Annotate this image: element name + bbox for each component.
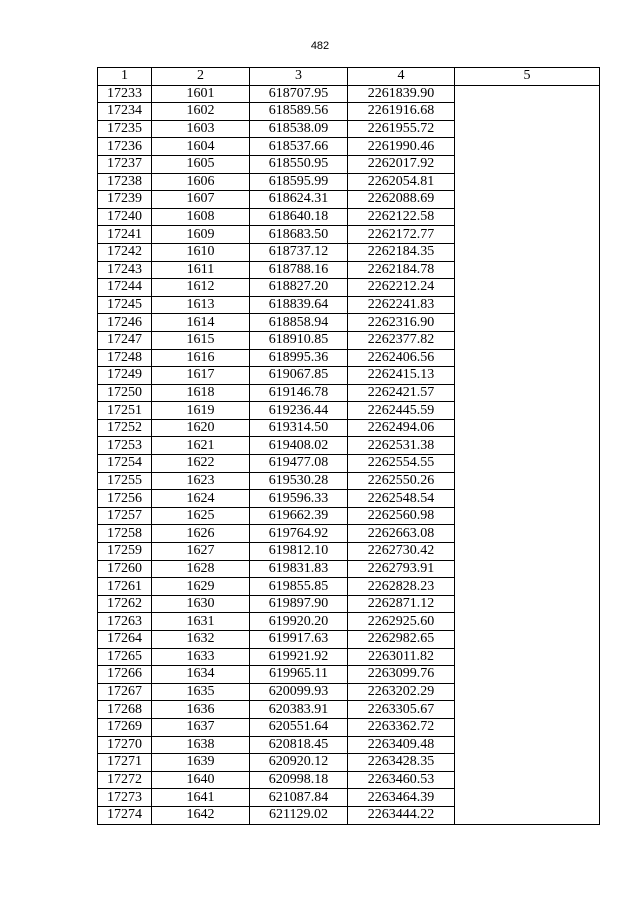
table-cell-col-2: 1616 (152, 349, 250, 367)
table-cell-col-2: 1626 (152, 525, 250, 543)
table-cell-col-3: 618640.18 (250, 208, 348, 226)
table-cell-col-4: 2261916.68 (348, 103, 455, 121)
table-cell-col-4: 2262828.23 (348, 578, 455, 596)
table-cell-col-3: 619921.92 (250, 648, 348, 666)
table-cell-col-4: 2262531.38 (348, 437, 455, 455)
table-cell-col-4: 2262088.69 (348, 191, 455, 209)
table-cell-col-3: 620383.91 (250, 701, 348, 719)
table-cell-col-1: 17257 (98, 507, 152, 525)
table-cell-col-3: 618827.20 (250, 279, 348, 297)
table-cell-col-3: 619662.39 (250, 507, 348, 525)
table-cell-col-3: 619596.33 (250, 490, 348, 508)
table-cell-col-2: 1640 (152, 771, 250, 789)
table-cell-col-4: 2262212.24 (348, 279, 455, 297)
table-cell-col-4: 2261990.46 (348, 138, 455, 156)
table-cell-col-3: 618589.56 (250, 103, 348, 121)
table-cell-col-3: 618707.95 (250, 85, 348, 103)
table-cell-col-3: 620818.45 (250, 736, 348, 754)
table-cell-col-3: 618910.85 (250, 331, 348, 349)
table-cell-col-2: 1614 (152, 314, 250, 332)
table-cell-col-4: 2262560.98 (348, 507, 455, 525)
table-cell-col-2: 1635 (152, 683, 250, 701)
table-cell-col-4: 2263011.82 (348, 648, 455, 666)
coordinates-table (97, 67, 600, 825)
table-cell-col-2: 1607 (152, 191, 250, 209)
table-cell-col-2: 1630 (152, 595, 250, 613)
table-cell-col-4: 2261955.72 (348, 120, 455, 138)
table-cell-col-4: 2263362.72 (348, 718, 455, 736)
table-cell-col-1: 17238 (98, 173, 152, 191)
table-cell-col-1: 17239 (98, 191, 152, 209)
table-cell-col-1: 17255 (98, 472, 152, 490)
table-cell-col-2: 1629 (152, 578, 250, 596)
table-cell-col-1: 17269 (98, 718, 152, 736)
table-cell-col-3: 619236.44 (250, 402, 348, 420)
table-cell-col-4: 2262730.42 (348, 543, 455, 561)
table-cell-col-1: 17262 (98, 595, 152, 613)
table-cell-col-4: 2262184.78 (348, 261, 455, 279)
table-cell-col-3: 620920.12 (250, 754, 348, 772)
table-cell-col-4: 2263099.76 (348, 666, 455, 684)
table-cell-col-1: 17258 (98, 525, 152, 543)
table-cell-col-4: 2263409.48 (348, 736, 455, 754)
table-cell-col-2: 1634 (152, 666, 250, 684)
table-cell-col-4: 2262550.26 (348, 472, 455, 490)
table-cell-col-4: 2263202.29 (348, 683, 455, 701)
table-cell-col-3: 618737.12 (250, 243, 348, 261)
table-cell-col-1: 17268 (98, 701, 152, 719)
table-cell-col-3: 618839.64 (250, 296, 348, 314)
table-cell-col-1: 17240 (98, 208, 152, 226)
table-cell-col-1: 17267 (98, 683, 152, 701)
table-cell-col-4: 2263305.67 (348, 701, 455, 719)
table-cell-col-4: 2262982.65 (348, 631, 455, 649)
table-cell-col-2: 1610 (152, 243, 250, 261)
header-col-1: 1 (98, 68, 152, 86)
table-cell-col-1: 17244 (98, 279, 152, 297)
table-cell-col-2: 1618 (152, 384, 250, 402)
table-cell-col-1: 17265 (98, 648, 152, 666)
table-cell-col-1: 17261 (98, 578, 152, 596)
header-col-5: 5 (455, 68, 600, 86)
table-cell-col-4: 2262017.92 (348, 155, 455, 173)
table-cell-col-2: 1605 (152, 155, 250, 173)
table-cell-col-1: 17251 (98, 402, 152, 420)
table-cell-col-2: 1621 (152, 437, 250, 455)
table-cell-col-3: 618683.50 (250, 226, 348, 244)
table-cell-col-3: 619067.85 (250, 367, 348, 385)
table-cell-col-2: 1631 (152, 613, 250, 631)
table-cell-col-2: 1625 (152, 507, 250, 525)
table-cell-col-4: 2262494.06 (348, 419, 455, 437)
table-cell-col-3: 618550.95 (250, 155, 348, 173)
table-cell-col-1: 17237 (98, 155, 152, 173)
table-cell-col-3: 619146.78 (250, 384, 348, 402)
table-cell-col-2: 1601 (152, 85, 250, 103)
table-cell-col-2: 1609 (152, 226, 250, 244)
table-cell-col-2: 1642 (152, 806, 250, 824)
table-cell-col-1: 17246 (98, 314, 152, 332)
table-cell-col-1: 17263 (98, 613, 152, 631)
table-cell-col-4: 2262871.12 (348, 595, 455, 613)
page-number: 482 (310, 40, 330, 52)
header-col-4: 4 (348, 68, 455, 86)
header-col-2: 2 (152, 68, 250, 86)
table-cell-col-2: 1619 (152, 402, 250, 420)
table-cell-col-3: 618537.66 (250, 138, 348, 156)
table-cell-col-2: 1623 (152, 472, 250, 490)
table-cell-col-4: 2262445.59 (348, 402, 455, 420)
table-cell-col-1: 17274 (98, 806, 152, 824)
table-cell-col-1: 17249 (98, 367, 152, 385)
table-cell-col-4: 2263460.53 (348, 771, 455, 789)
table-cell-col-2: 1608 (152, 208, 250, 226)
table-cell-col-3: 619764.92 (250, 525, 348, 543)
table-cell-col-1: 17273 (98, 789, 152, 807)
table-cell-col-4: 2262548.54 (348, 490, 455, 508)
table-cell-col-2: 1638 (152, 736, 250, 754)
table-cell-col-3: 618995.36 (250, 349, 348, 367)
table-cell-col-2: 1606 (152, 173, 250, 191)
table-cell-col-1: 17248 (98, 349, 152, 367)
table-cell-col-1: 17272 (98, 771, 152, 789)
table-cell-col-1: 17264 (98, 631, 152, 649)
table-cell-col-1: 17233 (98, 85, 152, 103)
table-cell-col-1: 17236 (98, 138, 152, 156)
table-cell-col-1: 17242 (98, 243, 152, 261)
table-cell-col-2: 1612 (152, 279, 250, 297)
table-cell-col-2: 1604 (152, 138, 250, 156)
table-cell-col-3: 620099.93 (250, 683, 348, 701)
table-cell-col-4: 2262377.82 (348, 331, 455, 349)
table-cell-col-2: 1633 (152, 648, 250, 666)
table-cell-col-2: 1639 (152, 754, 250, 772)
table-cell-col-3: 619314.50 (250, 419, 348, 437)
table-cell-col-1: 17250 (98, 384, 152, 402)
table-cell-col-4: 2262172.77 (348, 226, 455, 244)
table-cell-col-2: 1611 (152, 261, 250, 279)
table-cell-col-3: 620551.64 (250, 718, 348, 736)
table-cell-col-4: 2262241.83 (348, 296, 455, 314)
table-cell-col-3: 621087.84 (250, 789, 348, 807)
table-cell-col-3: 619897.90 (250, 595, 348, 613)
table-cell-col-3: 619477.08 (250, 455, 348, 473)
table-cell-col-4: 2262415.13 (348, 367, 455, 385)
header-col-3: 3 (250, 68, 348, 86)
table-cell-col-3: 618538.09 (250, 120, 348, 138)
table-cell-col-1: 17259 (98, 543, 152, 561)
table-cell-col-4: 2263444.22 (348, 806, 455, 824)
table-cell-col-2: 1603 (152, 120, 250, 138)
table-cell-col-1: 17266 (98, 666, 152, 684)
table-cell-col-3: 618595.99 (250, 173, 348, 191)
table-cell-col-3: 619831.83 (250, 560, 348, 578)
table-cell-col-4: 2262793.91 (348, 560, 455, 578)
table-body (98, 85, 600, 824)
table-cell-col-3: 619812.10 (250, 543, 348, 561)
table-cell-col-2: 1636 (152, 701, 250, 719)
table-cell-col-4: 2261839.90 (348, 85, 455, 103)
table-cell-col-3: 619917.63 (250, 631, 348, 649)
table-cell-col-1: 17256 (98, 490, 152, 508)
table-cell-col-3: 619965.11 (250, 666, 348, 684)
table-cell-col-1: 17235 (98, 120, 152, 138)
table-cell-col-1: 17260 (98, 560, 152, 578)
table-cell-col-2: 1632 (152, 631, 250, 649)
table-cell-col-2: 1624 (152, 490, 250, 508)
table-cell-col-2: 1628 (152, 560, 250, 578)
table-cell-col-1: 17245 (98, 296, 152, 314)
table-cell-col-1: 17254 (98, 455, 152, 473)
table-cell-col-4: 2263464.39 (348, 789, 455, 807)
table-cell-col-2: 1613 (152, 296, 250, 314)
table-cell-col-4: 2262122.58 (348, 208, 455, 226)
table-cell-col-4: 2262184.35 (348, 243, 455, 261)
table-cell-col-1: 17253 (98, 437, 152, 455)
table-cell-col-3: 621129.02 (250, 806, 348, 824)
table-cell-col-4: 2262406.56 (348, 349, 455, 367)
table-cell-col-3: 619408.02 (250, 437, 348, 455)
table-cell-col-2: 1615 (152, 331, 250, 349)
table-cell-col-4: 2262054.81 (348, 173, 455, 191)
table-cell-col-1: 17241 (98, 226, 152, 244)
table-cell-col-3: 619920.20 (250, 613, 348, 631)
table-cell-col-1: 17234 (98, 103, 152, 121)
table-cell-col-1: 17243 (98, 261, 152, 279)
table-cell-col-2: 1627 (152, 543, 250, 561)
table-cell-col-5 (455, 85, 600, 824)
table-cell-col-3: 620998.18 (250, 771, 348, 789)
table-cell-col-2: 1641 (152, 789, 250, 807)
table-cell-col-1: 17271 (98, 754, 152, 772)
table-cell-col-2: 1620 (152, 419, 250, 437)
table-cell-col-3: 618624.31 (250, 191, 348, 209)
table-cell-col-3: 618788.16 (250, 261, 348, 279)
header-row (98, 68, 600, 86)
table-cell-col-4: 2262421.57 (348, 384, 455, 402)
table-cell-col-4: 2262316.90 (348, 314, 455, 332)
table-cell-col-3: 619855.85 (250, 578, 348, 596)
table-cell-col-1: 17270 (98, 736, 152, 754)
table-cell-col-2: 1602 (152, 103, 250, 121)
table-row (98, 85, 600, 103)
table-cell-col-3: 619530.28 (250, 472, 348, 490)
table-cell-col-4: 2262554.55 (348, 455, 455, 473)
table-cell-col-2: 1637 (152, 718, 250, 736)
table-cell-col-1: 17252 (98, 419, 152, 437)
table-cell-col-4: 2262663.08 (348, 525, 455, 543)
table-cell-col-2: 1617 (152, 367, 250, 385)
table-cell-col-2: 1622 (152, 455, 250, 473)
table-cell-col-3: 618858.94 (250, 314, 348, 332)
table-cell-col-4: 2262925.60 (348, 613, 455, 631)
table-cell-col-4: 2263428.35 (348, 754, 455, 772)
table-cell-col-1: 17247 (98, 331, 152, 349)
